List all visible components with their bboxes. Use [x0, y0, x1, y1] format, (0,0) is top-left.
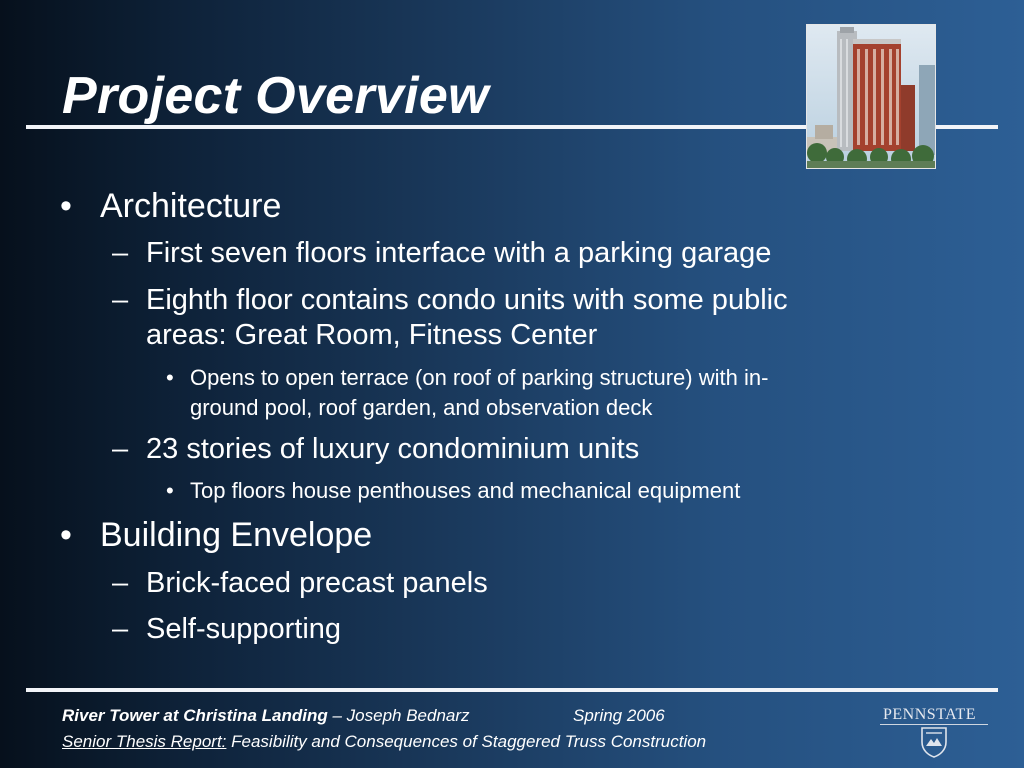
- logo-wordmark: PENNSTATE: [883, 706, 976, 723]
- bullet-penthouses: Top floors house penthouses and mechanical equipment: [190, 478, 741, 503]
- penn-state-shield-icon: [920, 726, 948, 758]
- bullet-marker: –: [112, 237, 129, 269]
- bullet-marker: –: [112, 567, 129, 599]
- bullet-terrace-cont: ground pool, roof garden, and observation deck: [190, 395, 653, 420]
- logo-underline: [880, 724, 988, 725]
- bullet-marker: •: [166, 478, 174, 503]
- footer-line-1: [62, 706, 470, 726]
- building-illustration-icon: [807, 25, 935, 168]
- bullet-architecture: Architecture: [100, 187, 282, 225]
- bullet-marker: –: [112, 284, 129, 316]
- bullet-terrace: Opens to open terrace (on roof of parking structure) with in-: [190, 365, 769, 390]
- bullet-marker: –: [112, 433, 129, 465]
- bullet-marker: –: [112, 613, 129, 645]
- report-title: Feasibility and Consequences of Staggered Truss Construction: [226, 732, 707, 751]
- bullet-eighth-floor-cont: areas: Great Room, Fitness Center: [146, 319, 598, 351]
- bullet-eighth-floor: Eighth floor contains condo units with some public: [146, 284, 788, 316]
- footer-line-2: [62, 732, 706, 752]
- penn-state-logo: [880, 706, 990, 760]
- bullet-self-supporting: Self-supporting: [146, 613, 342, 645]
- building-photo: [806, 24, 936, 169]
- bullet-marker: •: [166, 365, 174, 390]
- slide-title: Project Overview: [62, 67, 489, 125]
- report-label: Senior Thesis Report:: [62, 732, 227, 751]
- bullet-marker: •: [60, 187, 72, 225]
- bullet-23-stories: 23 stories of luxury condominium units: [146, 433, 640, 465]
- bullet-parking-garage: First seven floors interface with a parking garage: [146, 237, 772, 269]
- bullet-precast-panels: Brick-faced precast panels: [146, 567, 488, 599]
- season-label: Spring 2006: [573, 706, 665, 725]
- bullet-building-envelope: Building Envelope: [100, 516, 373, 554]
- footer-divider: [26, 688, 998, 692]
- author-name: Joseph Bednarz: [346, 706, 470, 725]
- project-name: River Tower at Christina Landing: [62, 706, 328, 725]
- bullet-marker: •: [60, 516, 72, 554]
- footer-separator: –: [327, 706, 347, 725]
